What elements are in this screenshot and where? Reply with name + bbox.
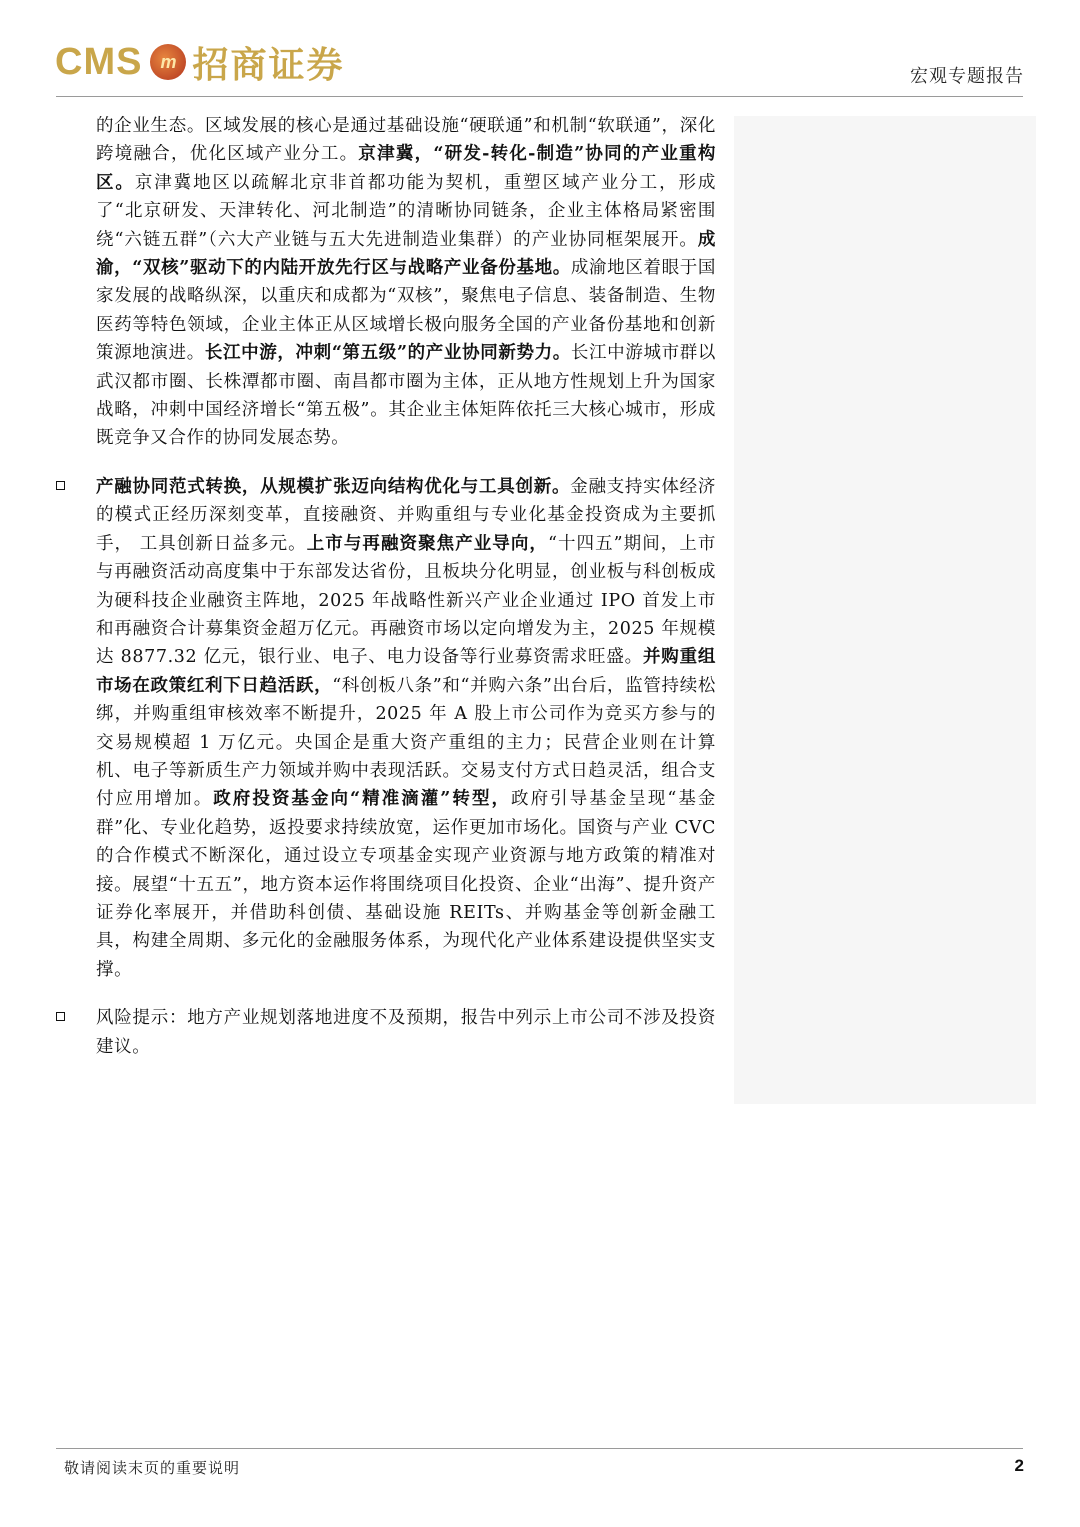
bold-text-segment: 成渝，“双核”驱动下的内陆开放先行区与战略产业备份基地。 <box>96 229 716 279</box>
report-type-label: 宏观专题报告 <box>910 66 1024 87</box>
company-logo <box>55 38 344 86</box>
bullet-square-icon <box>56 1012 65 1021</box>
text-segment: 政府引导基金呈现“基金群”化、专业化趋势，返投要求持续放宽，运作更加市场化。国资与产业 CVC 的合作模式不断深化，通过设立专项基金实现产业资源与地方政策的精准对接。展望“十五五”，地方资本运作将围绕项目化投资、企业“出海”、提升资产证券化率展开，并借助科创债、基础设施 REITs、并购基金等创新金融工具，构建全周期、多元化的金融服务体系，为现代化产业体系建设提供坚实支撑。 <box>96 789 717 980</box>
page-number: 2 <box>1014 1456 1024 1475</box>
bold-text-segment: 京津冀，“研发-转化-制造”协同的产业重构区。 <box>96 144 716 193</box>
text-segment: 京津冀地区以疏解北京非首都功能为契机，重塑区域产业分工，形成了“北京研发、天津转化、河北制造”的清晰协同链条，企业主体格局紧密围绕“六链五群”（六大产业链与五大先进制造业集群）的产业协同框架展开。 <box>96 172 717 250</box>
logo-emblem-icon: m <box>150 44 186 80</box>
footer-divider <box>56 1448 1023 1449</box>
text-segment: “科创板八条”和“并购六条”出台后，监管持续松绑，并购重组审核效率不断提升，2025 年 A 股上市公司作为竞买方参与的交易规模超 1 万亿元。央国企是重大资产重组的主力；民营企业则在计算机、电子等新质生产力领域并购中表现活跃。交易支付方式日趋灵活，组合支付应用增加。 <box>96 675 716 810</box>
text-segment: 长江中游城市群以武汉都市圈、长株潭都市圈、南昌都市圈为主体，正从地方性规划上升为国家战略，冲刺中国经济增长“第五极”。其企业主体矩阵依托三大核心城市，形成既竞争又合作的协同发展态势。 <box>96 343 716 449</box>
paragraph <box>56 112 716 453</box>
bold-text-segment: 上市与再融资聚焦产业导向， <box>306 533 548 554</box>
text-segment: “十四五”期间，上市与再融资活动高度集中于东部发达省份，且板块分化明显，创业板与科创板成为硬科技企业融资主阵地，2025 年战略性新兴产业企业通过 IPO 首发上市和再融资合计募集资金超万亿元。再融资市场以定向增发为主，2025 年规模达 8877.32 亿元，银行业、电子、电力设备等行业募资需求旺盛。 <box>96 533 716 668</box>
bold-text-segment: 长江中游，冲刺“第五级”的产业协同新势力。 <box>204 343 571 364</box>
body-content <box>56 112 716 1061</box>
sidebar-panel <box>734 116 1036 1104</box>
header-divider <box>56 96 1023 97</box>
bold-text-segment: 政府投资基金向“精准滴灌”转型， <box>213 789 512 810</box>
text-segment: 金融支持实体经济的模式正经历深刻变革，直接融资、并购重组与专业化基金投资成为主要抓手， 工具创新日益多元。 <box>96 476 716 554</box>
page-header <box>0 0 1080 100</box>
logo-latin: CMS <box>55 40 143 83</box>
bold-text-segment: 并购重组市场在政策红利下日趋活跃， <box>96 647 717 696</box>
text-segment: 风险提示：地方产业规划落地进度不及预期，报告中列示上市公司不涉及投资建议。 <box>96 1008 716 1057</box>
paragraph <box>56 1004 716 1061</box>
text-segment: 的企业生态。区域发展的核心是通过基础设施“硬联通”和机制“软联通”，深化跨境融合，优化区域产业分工。 <box>96 116 716 165</box>
bullet-square-icon <box>56 481 65 490</box>
bold-text-segment: 产融协同范式转换，从规模扩张迈向结构优化与工具创新。 <box>96 476 571 497</box>
paragraph <box>56 473 716 984</box>
logo-chinese: 招商证券 <box>192 44 345 86</box>
text-segment: 成渝地区着眼于国家发展的战略纵深，以重庆和成都为“双核”，聚焦电子信息、装备制造、生物医药等特色领域，企业主体正从区域增长极向服务全国的产业备份基地和创新策源地演进。 <box>96 258 716 364</box>
footer-disclaimer: 敬请阅读末页的重要说明 <box>64 1459 241 1477</box>
